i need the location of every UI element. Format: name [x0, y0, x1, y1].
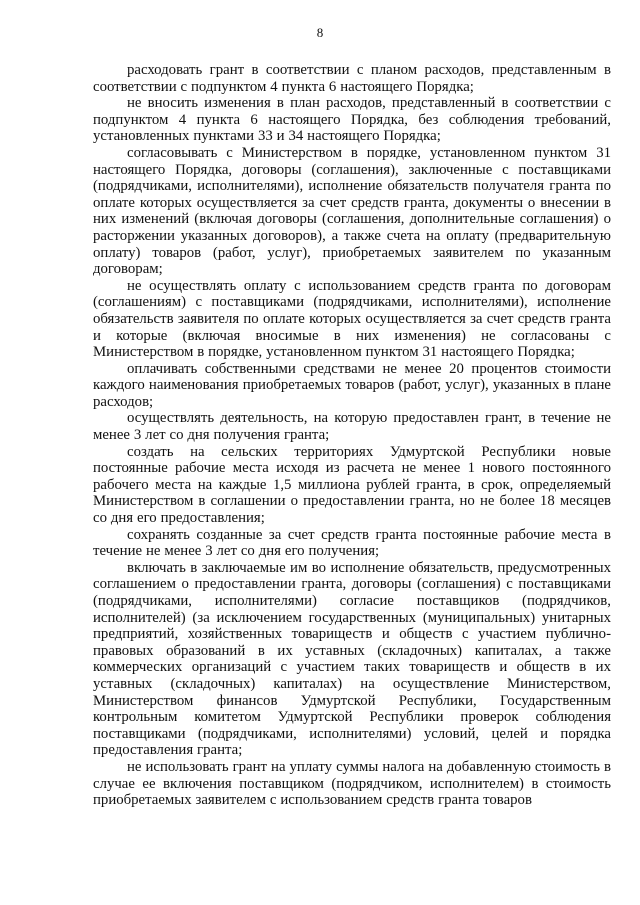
paragraph-approve-contracts: согласовывать с Министерством в порядке, установленном пунктом 31 настоящего Порядка, договоры (соглашения), заключенные с поставщиками (подрядчиками, исполнителями), исполнение обязательств получателя гранта по оплате которых осуществляется за счет средств гранта, документы о внесении в них изменений (включая договоры (соглашения, дополнительные соглашения) о расторжении указанных договоров), а также счета на оплату (предварительную оплату) товаров (работ, услуг), приобретаемых заявителем по указанным договорам; — [93, 144, 611, 278]
paragraph-own-funds: оплачивать собственными средствами не менее 20 процентов стоимости каждого наименования приобретаемых товаров (работ, услуг), указанных в плане расходов; — [93, 360, 611, 410]
paragraph-no-vat: не использовать грант на уплату суммы налога на добавленную стоимость в случае ее включения поставщиком (подрядчиком, исполнителем) в стоимость приобретаемых заявителем с использованием средств гранта товаров — [93, 758, 611, 809]
paragraph-no-plan-changes: не вносить изменения в план расходов, представленный в соответствии с подпунктом 4 пункта 6 настоящего Порядка, без соблюдения требований, установленных пунктами 33 и 34 настоящего Порядка; — [93, 95, 611, 145]
document-body — [93, 62, 611, 809]
paragraph-create-jobs: создать на сельских территориях Удмуртской Республики новые постоянные рабочие места исходя из расчета не менее 1 нового постоянного рабочего места на каждые 1,5 миллиона рублей гранта, в срок, определяемый Министерством в соглашении о предоставлении гранта, но не более 18 месяцев со дня его предоставления; — [93, 443, 611, 527]
paragraph-keep-jobs: сохранять созданные за счет средств гранта постоянные рабочие места в течение не менее 3 лет со дня его получения; — [93, 526, 611, 560]
paragraph-supplier-consent: включать в заключаемые им во исполнение обязательств, предусмотренных соглашением о предоставлении гранта, договоры (соглашения) с поставщиками (подрядчиками, исполнителями) согласие поставщиков (подрядчиков, исполнителей) (за исключением государственных (муниципальных) унитарных предприятий, хозяйственных товариществ и обществ с участием публично-правовых образований в их уставных (складочных) капиталах, а также коммерческих организаций с участием таких товариществ и обществ в их уставных (складочных) капиталах) на осуществление Министерством, Министерством финансов Удмуртской Республики, Государственным контрольным комитетом Удмуртской Республики проверок соблюдения поставщиками (подрядчиками, исполнителями) условий, целей и порядка предоставления гранта; — [93, 559, 611, 759]
page-number: 8 — [316, 25, 324, 40]
paragraph-spend-grant: расходовать грант в соответствии с планом расходов, представленным в соответствии с подпунктом 4 пункта 6 настоящего Порядка; — [93, 62, 611, 95]
paragraph-activity-duration: осуществлять деятельность, на которую предоставлен грант, в течение не менее 3 лет со дня получения гранта; — [93, 410, 611, 444]
paragraph-no-unapproved-payments: не осуществлять оплату с использованием средств гранта по договорам (соглашениям) с поставщиками (подрядчиками, исполнителями), исполнение обязательств заявителя по оплате которых осуществляется за счет средств гранта и которые (включая вносимые в них изменения) не согласованы с Министерством в порядке, установленном пунктом 31 настоящего Порядка; — [93, 277, 611, 361]
